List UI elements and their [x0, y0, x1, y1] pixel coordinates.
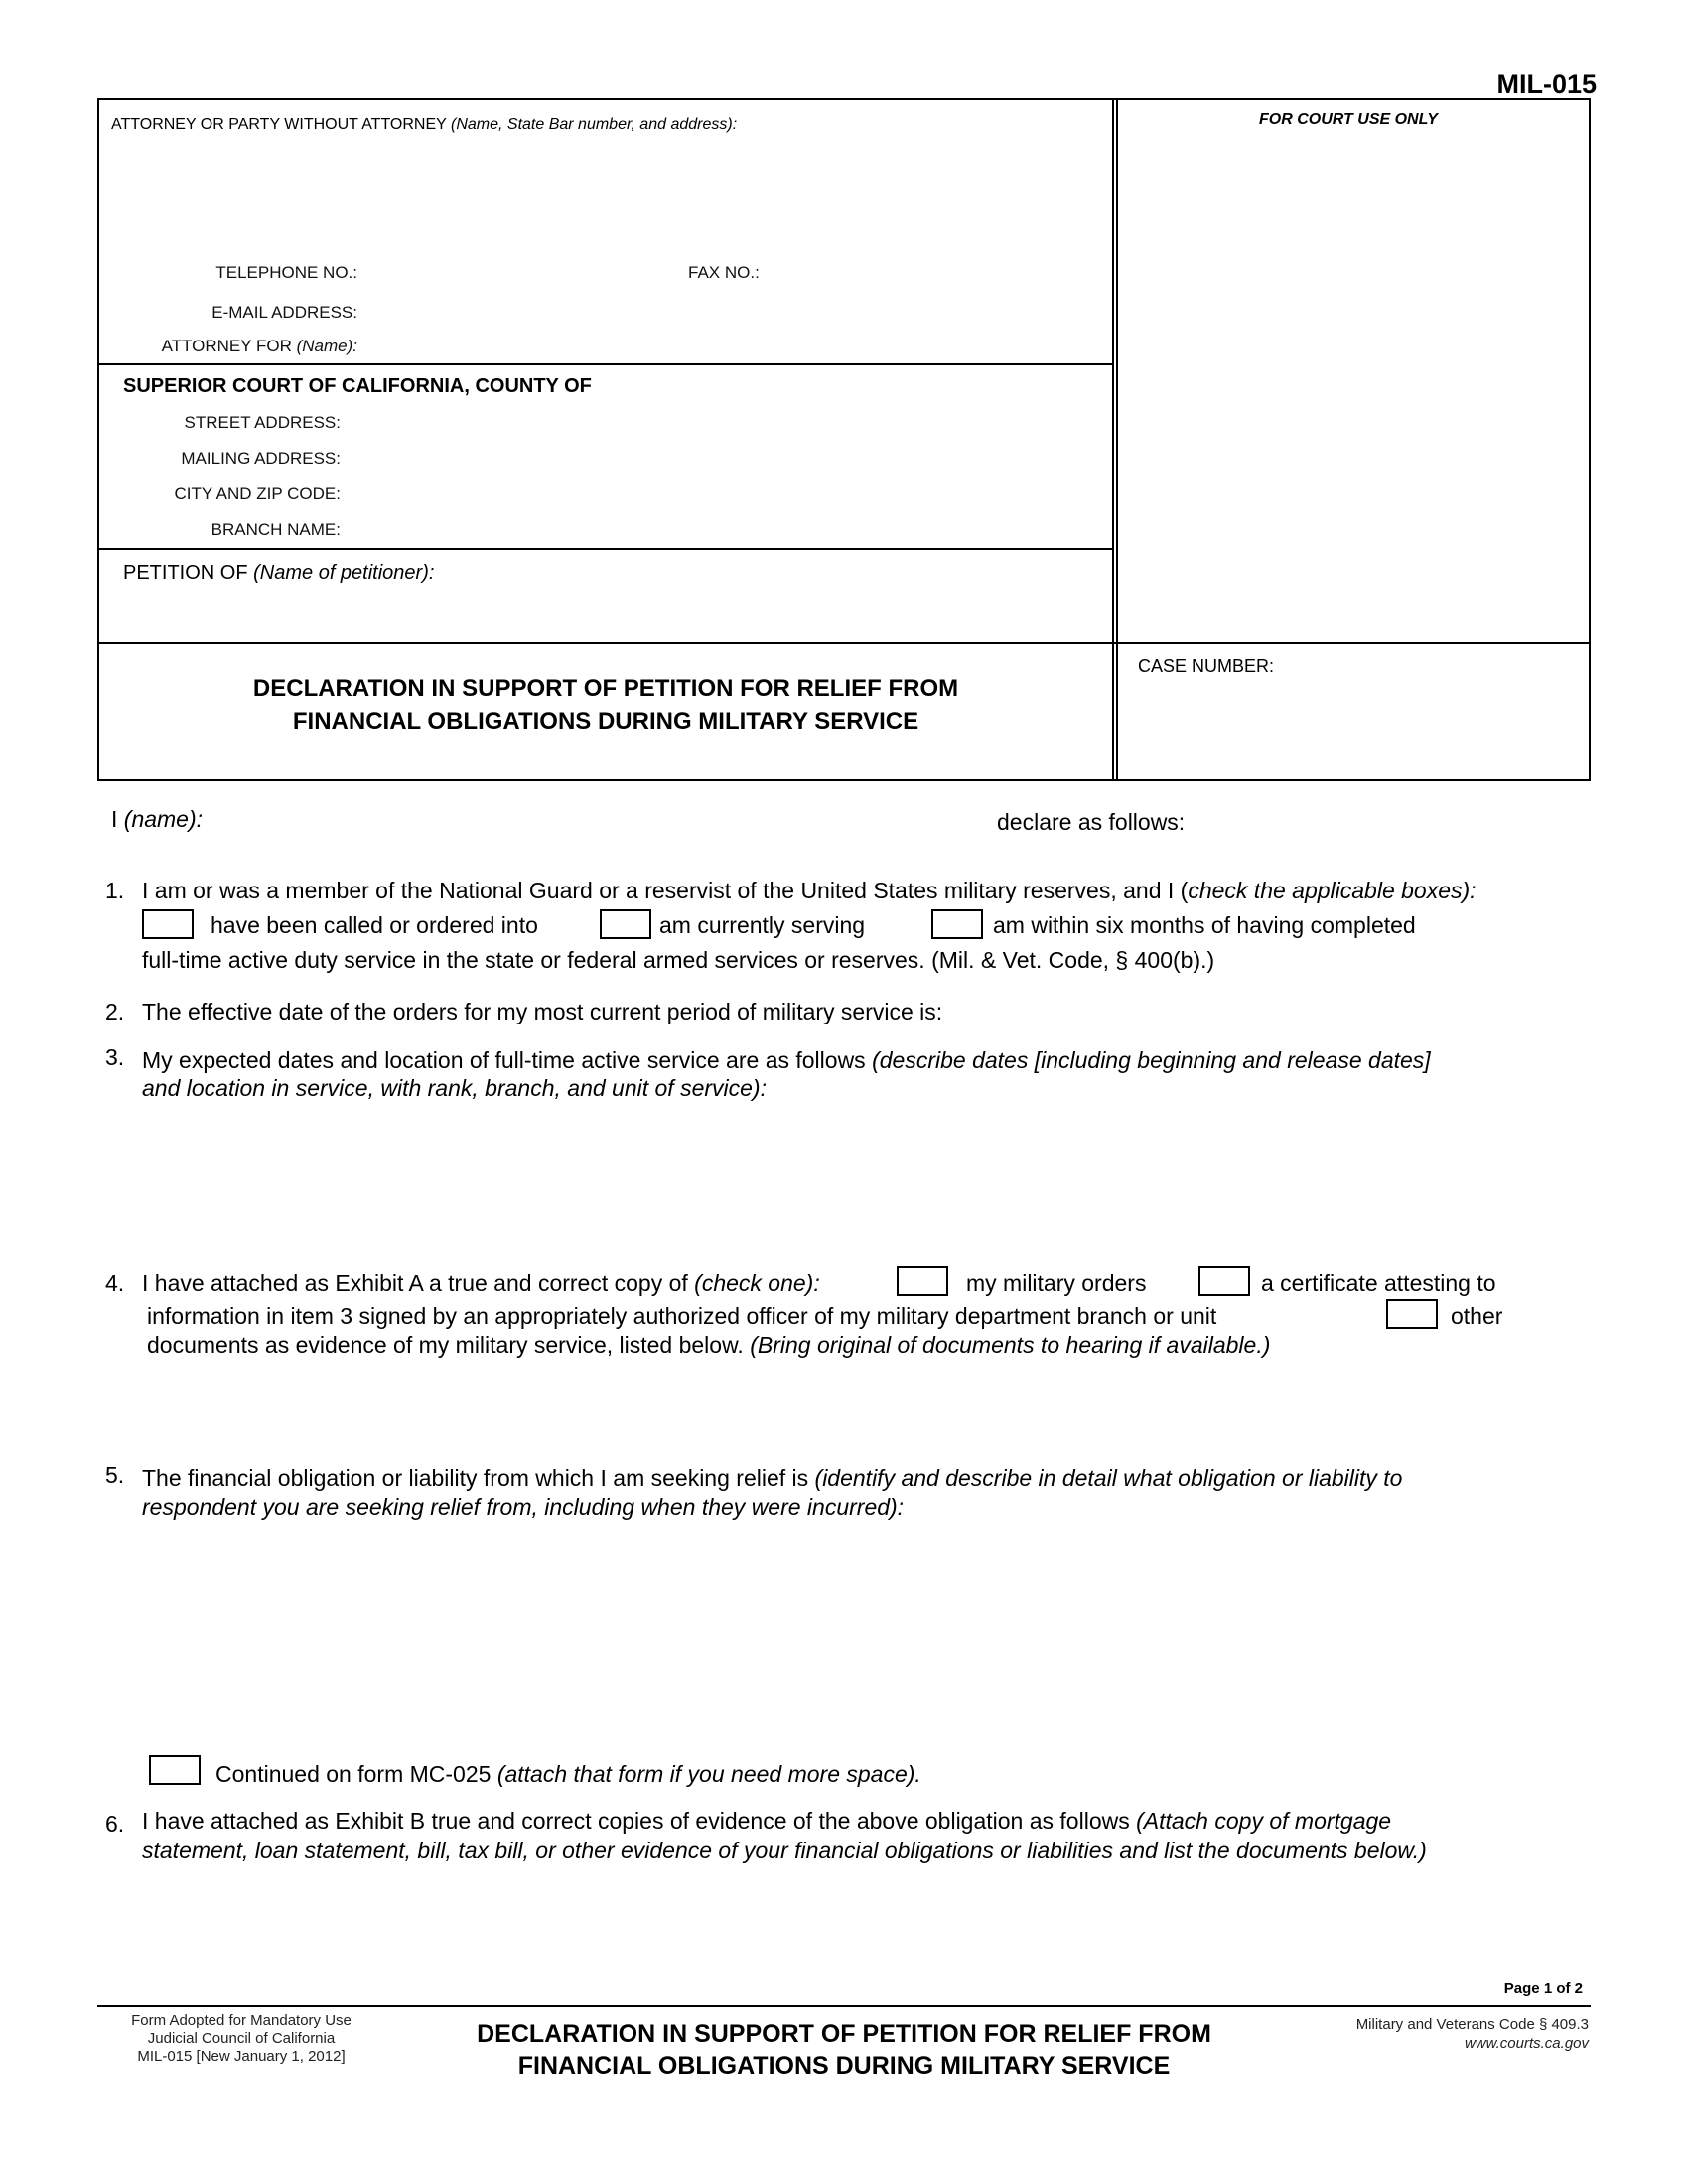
item4-line3: documents as evidence of my military service, listed below. (Bring original of documents to hearing if available.): [147, 1332, 1271, 1358]
mailing-field[interactable]: [352, 444, 1087, 472]
case-number-label: CASE NUMBER:: [1138, 656, 1275, 676]
declarant-name-field[interactable]: [213, 802, 988, 834]
item3-text: My expected dates and location of full-time active service are as follows (describe dates [including beginning and release dates]: [142, 1047, 1431, 1073]
item1-completed-label: am within six months of having completed: [993, 912, 1416, 938]
footer-left: Form Adopted for Mandatory Use Judicial Council of California MIL-015 [New January 1, 2012]: [131, 2012, 352, 2065]
footer-right: Military and Veterans Code § 409.3 www.courts.ca.gov: [1355, 2016, 1589, 2052]
declare-as-follows: declare as follows:: [997, 809, 1186, 835]
item5-text-area[interactable]: [142, 1529, 1572, 1747]
item4-orders-label: my military orders: [966, 1270, 1147, 1296]
item1-serving-checkbox[interactable]: [600, 909, 651, 939]
email-label: E-MAIL ADDRESS:: [211, 303, 357, 322]
item1-completed-checkbox[interactable]: [931, 909, 983, 939]
fax-label: FAX NO.:: [688, 263, 760, 282]
city-zip-label: CITY AND ZIP CODE:: [174, 484, 341, 503]
item4-number: 4.: [105, 1270, 125, 1296]
item1-number: 1.: [105, 878, 125, 903]
city-zip-field[interactable]: [352, 479, 1087, 507]
attorney-for-label: ATTORNEY FOR (Name):: [161, 337, 357, 355]
item1-text: I am or was a member of the National Guard or a reservist of the United States military reserves, and I (check the applicable boxes):: [142, 878, 1477, 903]
divider-court-petition: [97, 548, 1114, 550]
item5-continued-checkbox[interactable]: [149, 1755, 201, 1785]
court-title: SUPERIOR COURT OF CALIFORNIA, COUNTY OF: [123, 375, 592, 397]
street-field[interactable]: [352, 408, 1087, 436]
item4-line2: information in item 3 signed by an appropriately authorized officer of my military department branch or unit: [147, 1303, 1217, 1329]
item3-text-area[interactable]: [142, 1107, 1572, 1256]
form-title: DECLARATION IN SUPPORT OF PETITION FOR RELIEF FROM FINANCIAL OBLIGATIONS DURING MILITARY SERVICE: [252, 675, 959, 735]
item4-text-area[interactable]: [147, 1365, 1577, 1460]
item5-text: The financial obligation or liability from which I am seeking relief is (identify and describe in detail what obligation or liability to: [142, 1465, 1403, 1491]
item4-certificate-label: a certificate attesting to: [1261, 1270, 1496, 1296]
item4-orders-checkbox[interactable]: [897, 1266, 948, 1296]
mailing-label: MAILING ADDRESS:: [181, 449, 341, 468]
telephone-label: TELEPHONE NO.:: [215, 263, 357, 282]
street-label: STREET ADDRESS:: [184, 413, 341, 432]
item4-text: I have attached as Exhibit A a true and correct copy of (check one):: [142, 1270, 820, 1296]
attorney-label: ATTORNEY OR PARTY WITHOUT ATTORNEY (Name, State Bar number, and address):: [111, 116, 738, 133]
declarant-name-label: I (name):: [111, 806, 204, 832]
form-id: MIL-015: [1496, 69, 1597, 99]
item2-text: The effective date of the orders for my most current period of military service is:: [142, 999, 943, 1024]
item2-date-field[interactable]: [1023, 995, 1579, 1026]
petitioner-field[interactable]: [123, 594, 1086, 633]
item1-called-label: have been called or ordered into: [211, 912, 538, 938]
item4-other-checkbox[interactable]: [1386, 1299, 1438, 1329]
page-number: Page 1 of 2: [1503, 1980, 1583, 1997]
item5-continued-label: Continued on form MC-025 (attach that form if you need more space).: [215, 1761, 921, 1787]
telephone-field[interactable]: [369, 258, 667, 286]
branch-field[interactable]: [352, 515, 1087, 543]
item1-line3: full-time active duty service in the state or federal armed services or reserves. (Mil. & Vet. Code, § 400(b).): [142, 947, 1215, 973]
petition-of-label: PETITION OF (Name of petitioner):: [123, 562, 435, 584]
item4-certificate-checkbox[interactable]: [1198, 1266, 1250, 1296]
item6-text: I have attached as Exhibit B true and correct copies of evidence of the above obligation as follows (Attach copy of mortgage: [142, 1808, 1392, 1834]
item6-number: 6.: [105, 1811, 125, 1837]
item1-called-checkbox[interactable]: [142, 909, 194, 939]
item3-number: 3.: [105, 1044, 125, 1070]
item5-number: 5.: [105, 1462, 125, 1488]
email-field[interactable]: [369, 298, 1084, 326]
item2-number: 2.: [105, 999, 125, 1024]
attorney-for-field[interactable]: [369, 332, 1084, 359]
case-number-field[interactable]: [1138, 685, 1575, 764]
item4-other-label: other: [1451, 1303, 1503, 1329]
footer-rule: [97, 2005, 1591, 2007]
divider-attorney-court: [97, 363, 1114, 365]
court-use-label: FOR COURT USE ONLY: [1259, 111, 1438, 128]
footer-title: DECLARATION IN SUPPORT OF PETITION FOR RELIEF FROM FINANCIAL OBLIGATIONS DURING MILITARY SERVICE: [477, 2020, 1211, 2080]
item6-text-area[interactable]: [142, 1871, 1572, 1971]
item6-hint-line2: statement, loan statement, bill, tax bill, or other evidence of your financial obligations or liabilities and list the documents below.): [142, 1838, 1427, 1863]
item5-hint-line2: respondent you are seeking relief from, including when they were incurred):: [142, 1494, 905, 1520]
fax-field[interactable]: [770, 258, 1087, 286]
court-use-box: [1112, 98, 1591, 781]
item1-serving-label: am currently serving: [659, 912, 866, 938]
item3-hint-line2: and location in service, with rank, branch, and unit of service):: [142, 1075, 767, 1101]
branch-label: BRANCH NAME:: [211, 520, 341, 539]
